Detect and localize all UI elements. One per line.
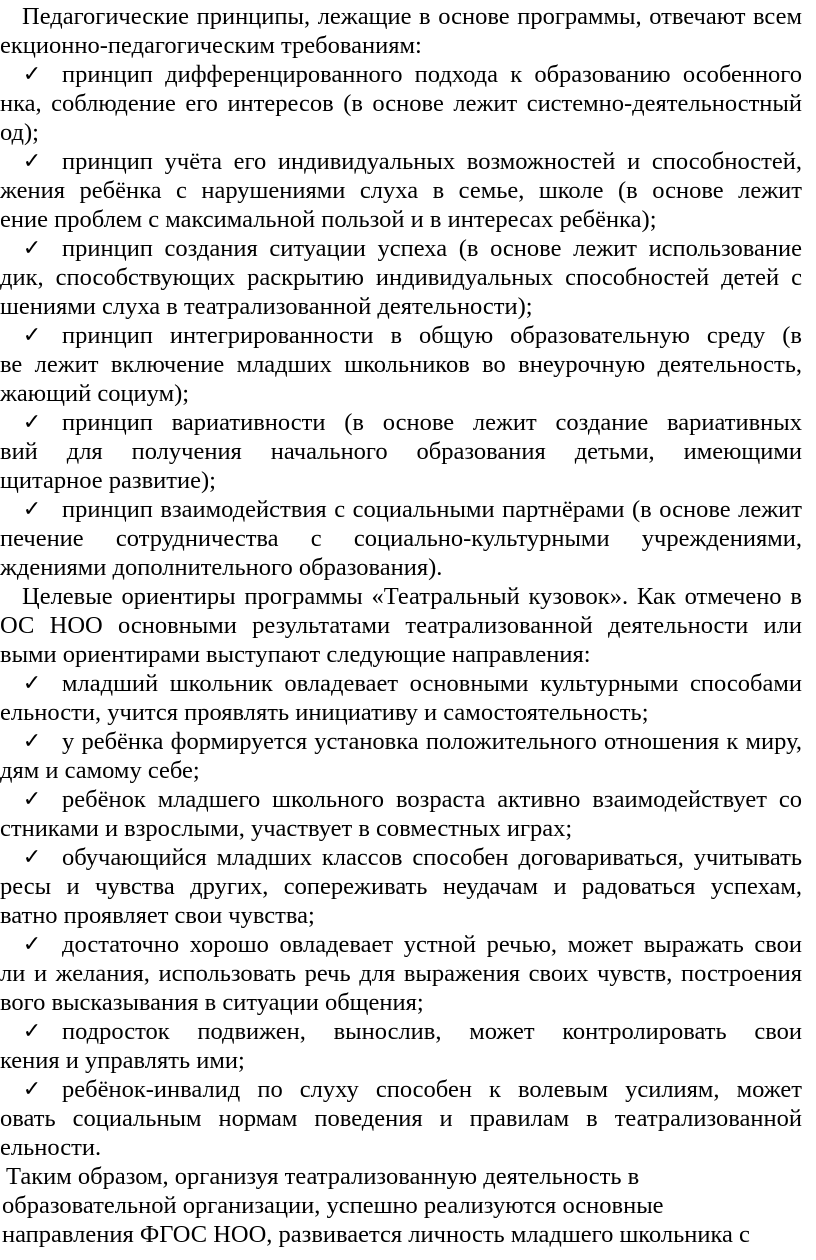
text-line: подросток подвижен, вынослив, может контролировать свои	[62, 1018, 802, 1045]
text-line: Педагогические принципы, лежащие в основе программы, отвечают всем	[22, 3, 802, 30]
checkmark-icon: ✓	[22, 62, 42, 87]
text-line: шениями слуха в театрализованной деятельности);	[0, 293, 533, 320]
text-line: ельности.	[0, 1134, 102, 1161]
text-line: стниками и взрослыми, участвует в совместных играх;	[0, 815, 573, 842]
checkmark-icon: ✓	[22, 410, 42, 435]
checkmark-icon: ✓	[22, 729, 42, 754]
text-line: ребёнок младшего школьного возраста активно взаимодействует со	[62, 786, 802, 813]
checkmark-icon: ✓	[22, 671, 42, 696]
text-line: достаточно хорошо овладевает устной речью, может выражать свои	[62, 931, 802, 958]
checkmark-icon: ✓	[22, 236, 42, 261]
text-line: принцип дифференцированного подхода к образованию особенного	[62, 61, 802, 88]
checkmark-icon: ✓	[22, 845, 42, 870]
text-line: ве лежит включение младших школьников во внеурочную деятельность,	[0, 351, 802, 378]
text-line: у ребёнка формируется установка положительного отношения к миру,	[62, 728, 802, 755]
text-line: младший школьник овладевает основными культурными способами	[62, 670, 802, 697]
text-line: вого высказывания в ситуации общения;	[0, 989, 424, 1016]
text-line: од);	[0, 119, 39, 146]
text-line: ельности, учится проявлять инициативу и самостоятельность;	[0, 699, 649, 726]
text-line: ребёнок-инвалид по слуху способен к волевым усилиям, может	[62, 1076, 802, 1103]
checkmark-icon: ✓	[22, 149, 42, 174]
text-line: вий для получения начального образования детьми, имеющими	[0, 438, 802, 465]
text-line: выми ориентирами выступают следующие направления:	[0, 641, 591, 668]
text-line: Таким образом, организуя театрализованную деятельность в	[6, 1163, 640, 1190]
text-line: щитарное развитие);	[0, 467, 216, 494]
text-line: Целевые ориентиры программы «Театральный кузовок». Как отмечено в	[22, 583, 802, 610]
text-line: принцип взаимодействия с социальными партнёрами (в основе лежит	[62, 496, 802, 523]
text-line: дям и самому себе;	[0, 757, 200, 784]
checkmark-icon: ✓	[22, 1019, 42, 1044]
text-line: ение проблем с максимальной пользой и в интересах ребёнка);	[0, 206, 657, 233]
text-line: принцип создания ситуации успеха (в основе лежит использование	[62, 235, 802, 262]
text-line: жения ребёнка с нарушениями слуха в семье, школе (в основе лежит	[0, 177, 802, 204]
text-line: дик, способствующих раскрытию индивидуальных способностей детей с	[0, 264, 802, 291]
text-line: ОС НОО основными результатами театрализованной деятельности или	[0, 612, 802, 639]
text-line: ресы и чувства других, сопереживать неудачам и радоваться успехам,	[0, 873, 802, 900]
checkmark-icon: ✓	[22, 787, 42, 812]
text-line: жающий социум);	[0, 380, 190, 407]
text-line: ждениями дополнительного образования).	[0, 554, 443, 581]
checkmark-icon: ✓	[22, 497, 42, 522]
text-line: обучающийся младших классов способен договариваться, учитывать	[62, 844, 802, 871]
text-line: принцип учёта его индивидуальных возможностей и способностей,	[62, 148, 802, 175]
checkmark-icon: ✓	[22, 1077, 42, 1102]
text-line: нка, соблюдение его интересов (в основе лежит системно-деятельностный	[0, 90, 802, 117]
text-line: принцип интегрированности в общую образовательную среду (в	[62, 322, 802, 349]
text-line: ватно проявляет свои чувства;	[0, 902, 315, 929]
text-line: екционно-педагогическим требованиям:	[0, 32, 422, 59]
checkmark-icon: ✓	[22, 932, 42, 957]
text-line: печение сотрудничества с социально-культурными учреждениями,	[0, 525, 802, 552]
text-line: образовательной организации, успешно реализуются основные	[2, 1192, 664, 1219]
text-line: кения и управлять ими;	[0, 1047, 245, 1074]
text-line: принцип вариативности (в основе лежит создание вариативных	[62, 409, 802, 436]
text-line: направления ФГОС НОО, развивается личность младшего школьника с	[2, 1221, 750, 1248]
text-line: овать социальным нормам поведения и правилам в театрализованной	[0, 1105, 802, 1132]
checkmark-icon: ✓	[22, 323, 42, 348]
text-line: ли и желания, использовать речь для выражения своих чувств, построения	[0, 960, 802, 987]
